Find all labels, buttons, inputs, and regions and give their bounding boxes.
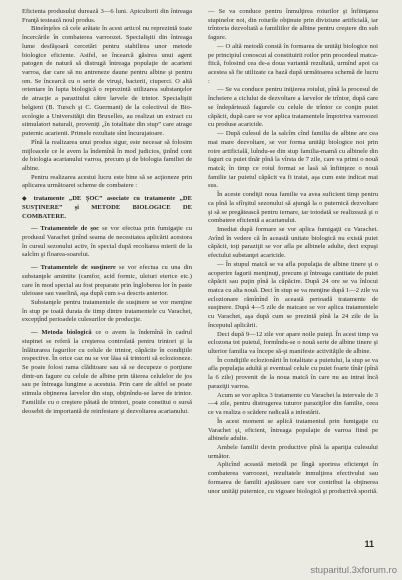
paragraph-text: ce o avem la îndemînă în cadrul stupinei se referă la creşterea controlată pentru trintori şi la înlăturarea fagurilor cu celule de trintor, căpăcite în condiţiile respective. În orice caz nu se vor lăsa să trintorii să eclozioneze. Se poate folosi rama clăditoare sau să se decupeze o porţiune dintr-un fagure cu celule de albine prin tăierea celulelor de jos sau pe întreaga lungime a acestuia. Prin care de altfel se poate stimula obţinerea larvelor din stup, obţinîndu-se larve de trintor. Familiile cu o creştere pătată de trintori, poate constitui o sursă deosebit de importantă de reinfestare şi dezvoltarea acarianului. — [22, 329, 193, 415]
footer-url: stuparitul.3xforum.ro — [310, 565, 397, 576]
paragraph: În acest moment se aplică tratamentul prin fumigaţie cu Varachet şi, eficient, întreaga populaţie de varroa fiind pe albinele adulte. — [208, 417, 378, 443]
left-column — [22, 8, 192, 416]
paragraph: Ambele familii devin productive pînă la apariţia culesului următor. — [208, 443, 378, 460]
paragraph: Imediat după formare se vor aplica fumigaţii cu Varachet. Avînd în vedere că în această unitate biologică nu există puiet căpăcit, toţi paraziţii se vor afla pe albinele adulte, deci expuşi efectului substanţei acaricide. — [208, 225, 378, 260]
paragraph: — Se va conduce pentru iniţierea roiului, pînă la procesul de încheiere a ciclului de dezvoltare a larvelor de trîntor, după care se îndepărtează fagurele cu celule de trîntor ce conţin puiet căpăcit, după care se vor aplica tratamentele împotriva varroozei cu produse acaricide. — [208, 86, 378, 129]
paragraph-lead: — Metoda biologică — [31, 329, 92, 337]
paragraph-text: se vor efectua prin fumigaţie cu produsul Varachet ţinînd seama de necesitatea aplicării acestora în cursul sezonului activ, în special după recoltarea mierii de la salcîm şi floarea-soarelui. — [22, 225, 193, 259]
paragraph-lead: — Tratamentele de susţinere — [31, 264, 116, 272]
paragraph — [22, 225, 192, 260]
section-heading: ◆ tratamente „DE ŞOC” asociate cu tratamente „DE SUSŢINERE” şi METODE BIOLOGICE DE COMBATERE. — [22, 195, 192, 221]
paragraph-text: se vor efectua cu una din substanţele amintite (camfor, acid formic, uleiuri eterice etc.) care în mod special au fost preparate prin îngloberea lor în paste uleioase sau vaselină, aşa după cum s-a descris anterior. — [22, 264, 192, 298]
paragraph: Deci după 9—12 zile vor apare noile puieţi. În acest timp va eclozona tot puietul, formîndu-se o nouă serie de albine tinere şi ulterior familia va începe să-şi manifeste activităţile de albine. — [208, 330, 378, 356]
paragraph: Aplicînd această metodă pe lîngă sporirea eficienţei în combaterea varroozei, rezultatele inmulţirea efectivului sau formarea de familii ajutătoare care vor contribui la obţinerea unor unităţi puternice, cu vigoare biologică şi productivă sporită. — [208, 461, 378, 495]
paragraph: — O altă metodă constă în formarea de unităţi biologice noi pe principiul conoscut al constituirii roilor prin procedeul matca-fiică, folosind cea de-a doua variantă rezultată, urmînd apoi ca acestea să fie utilizate ca bază după următoarea schemă de lucru : — [208, 42, 378, 85]
paragraph: — În stupul matcă se va afla populaţia de albine tinere şi o acoperire fagurii menţinuţi, precum şi întreaga cantitate de puiet căpăcit sau puţin pînă la căpăcire. După 24 ore se va înlocui matca cu alta nouă. Deci în stup se va menţine după 1—2 zile va eclozionare rămînînd în această perioadă tratamente de susţinere. După 4—5 zile de matcare se vor aplica tratamentele cu Varachet, aşa după cum se prezintă pînă la 24 zile de la începutul aplicării. — [208, 260, 378, 329]
paragraph: Pentru realizarea acestui lucru este bine să se acţioneze prin aplicarea următoarei scheme de combatere : — [22, 173, 192, 190]
paragraph-lead: — Tratamentele de şoc — [31, 225, 100, 233]
paragraph: — După culesul de la salcîm cînd familia de albine are cea mai mare dezvoltare, se vor forma unităţi biologice noi prin roire artificială, luîndu-se din stup familia-mamă cu albinele din faguri cu puiet tînăr pînă la vîrsta de 7 zile, care va primi o nouă matcă; în timp ce roiul format se lasă să înfiinţeze o nouă familie iar puietul căpăcit va fi tratat, aşa cum este indicat mai sus. — [208, 130, 378, 190]
page-number: 11 — [364, 539, 374, 549]
paragraph: Acum se vor aplica 3 tratamente cu Varachet la intervale de 3—4 zile, pentru distrugerea tuturor paraziţilor din familie, ceea ce va realiza o scădere radicală a infestării. — [208, 391, 378, 417]
paragraph — [22, 264, 192, 299]
paragraph: Eficienta produsului durează 3—6 luni. Apicultorii din întreaga Franţă testează noul produs. — [22, 8, 192, 24]
paragraph: — Se va conduce pentru înmulţirea roiurilor şi înfiinţarea stupinelor noi, din roiurile obţinute prin diviziune artificială, iar trîntoria dezvoltată a familiilor de albine pentru creştere din sub fagure. — [208, 8, 378, 42]
paragraph: Substanţele pentru tratamentele de susţinere se vor menţine în stup pe toată durata de timp dintre tratamentele cu Varachet, excepţînd perioadele culesurilor de producţie. — [22, 299, 192, 324]
paragraph: În condiţiile eclozionării în totalitate a puietului, la stup se va afla populaţia adultă şi eventual celule cu puiet foarte tînăr (pînă la 6 zile) provenit de la noua matcă în care nu au intrat încă paraziţii varroa. — [208, 356, 378, 390]
paragraph — [22, 329, 192, 416]
paragraph: În aceste condiţii noua familie va avea suficient timp pentru ca pînă la sfîrşitul sezonului să ajungă la o puternică dezvoltare şi să se pregătească pentru iernare, iar totodată se realizează şi o combatere eficientă a acarianului. — [208, 191, 378, 225]
paragraph: Pînă la realizarea unui produs sigur, este necesar să folosim mijloacele ce le avem la îndemînă în mod judicios, ţinînd cont de biologia acarianului varroa, precum şi de biologia familiei de albine. — [22, 138, 192, 172]
paragraph: Bineînţeles că cele arătate în acest articol nu reprezintă toate încercările în combaterea varroozei. Specialiştii din întreaga lume desfăşoară cercetări pentru stabilirea unor metode biologice eficiente. Astfel, se încearcă găsirea unui agent patogen de natură să distrugă întreaga populaţie de acarieni varroa, dar care să nu antreneze daune pentru albine şi pentru om. Se încearcă cu o serie de viruşi, bacterii, ciuperci. O altă orientare în lupta biologică o reprezintă utilizarea substanţelor de atracţie a parazitului către larvele de trintor. Specialiştii belgieni (B. Tursch şi C. Guermant) de la colectivul de Bio-ecologie a Universităţii din Bruxelles, au realizat un extract cu stimulatori naturali, proveniţi „în totalitate din stup” care atrage puternic acarienii. Primele rezultate sînt încurajatoare. — [22, 25, 192, 138]
right-column — [208, 8, 378, 496]
